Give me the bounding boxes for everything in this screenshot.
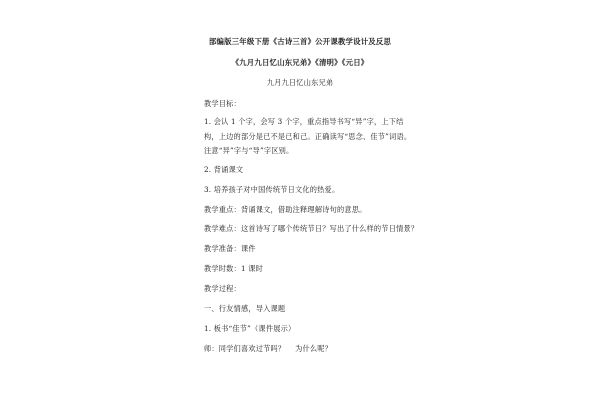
step-1-item-1: 1. 板书“佳节”（课件展示） [204, 324, 296, 333]
goal-2: 2. 背诵课文 [204, 165, 244, 174]
process-label: 教学过程： [204, 284, 241, 293]
teaching-hours: 教学时数：1 课时 [204, 264, 263, 273]
document-subtitle: 《九月九日忆山东兄弟》《清明》《元日》 [231, 58, 369, 67]
step-1-heading: 一、行友情感，导入课题 [204, 304, 286, 313]
difficulty: 教学难点：这首诗写了哪个传统节日？写出了什么样的节日情景？ [204, 224, 419, 233]
document-title: 部编版三年级下册《古诗三首》公开课教学设计及反思 [208, 37, 392, 46]
goals-label: 教学目标： [204, 99, 241, 108]
teacher-question: 师：同学们喜欢过节吗？ 为什么呢？ [204, 344, 333, 353]
goal-1-paragraph: 1. 会认 1 个字，会写 3 个字，重点指导书写“异”字，上下结构，上边的部分是已不是已和己。正确读写“思念、佳节”词语。注意“异”字与“导”字区别。 [204, 117, 412, 155]
poem-heading: 九月九日忆山东兄弟 [266, 78, 334, 87]
preparation: 教学准备：课件 [204, 244, 256, 253]
goal-3: 3. 培养孩子对中国传统节日文化的热爱。 [204, 185, 340, 194]
key-point: 教学重点：背诵课文，借助注释理解诗句的意思。 [204, 205, 367, 214]
